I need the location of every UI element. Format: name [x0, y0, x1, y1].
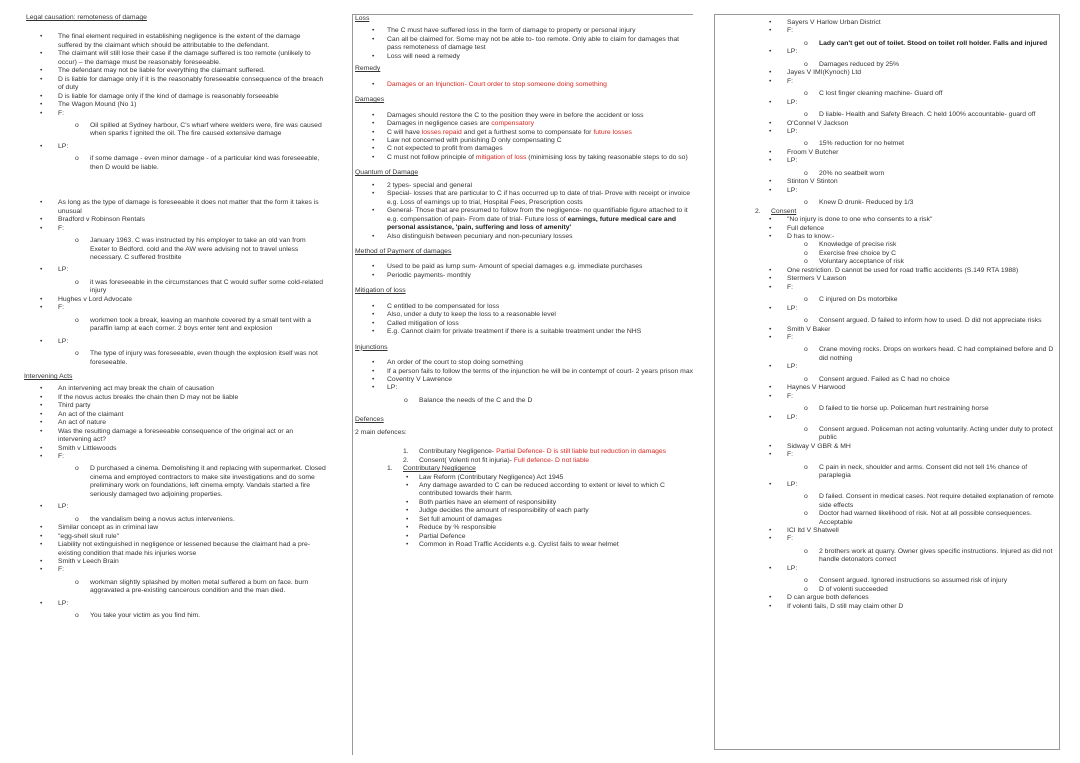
list-item: • General- Those that are presumed to follow from the negligence- no quantifiable figure attached to it e.g. compensation of pain- From date of trial- Future loss of earnings, future medical care and personal assistance, 'pain, suffering and loss of amenity' [372, 207, 688, 232]
list-item: • If volenti fails, D still may claim other D [769, 602, 904, 610]
legal-principle-label: • LP: [769, 157, 798, 165]
list-item: • As long as the type of damage is foreseeable it does not matter that the form it takes is unusual [40, 199, 319, 215]
list-item: • An order of the court to stop doing something [372, 359, 524, 367]
list-item: • Law Reform (Contributary Negligence) Act 1945 [406, 473, 564, 481]
legal-principle-label: • LP: [769, 363, 798, 371]
list-item: • Damages should restore the C to the position they were in before the accident or loss [372, 111, 644, 119]
list-item: • The C must have suffered loss in the form of damage to property or personal injury [372, 27, 636, 35]
facts-label: • F: [769, 27, 794, 35]
section-heading-damages: Damages [355, 96, 385, 104]
list-item: • Set full amount of damages [406, 515, 502, 523]
list-item: • An act of the claimant [40, 410, 124, 418]
facts-label: • F: [769, 535, 794, 543]
facts-label: • F: [769, 283, 794, 291]
list-item: • C not expected to profit from damages [372, 145, 503, 153]
list-item: • Partial Defence [406, 532, 466, 540]
case-name: • Stinton V Stinton [769, 178, 838, 186]
legal-principle-label: • LP: [40, 337, 69, 345]
case-facts: o Lady can't get out of toilet. Stood on toilet roll holder. Falls and injured [804, 39, 1048, 47]
legal-principle-label: • LP: [769, 564, 798, 572]
list-item: • Damages in negligence cases are compensatory [372, 120, 534, 128]
section-heading-intervening: Intervening Acts [24, 372, 73, 380]
section-heading-defences: Defences [355, 416, 384, 424]
list-item: • D is liable for damage only if it is the reasonably foreseeable consequence of the breach of duty [40, 75, 324, 92]
list-item: o Knowledge of precise risk [804, 241, 897, 249]
list-item: • 2 types- special and general [372, 181, 473, 189]
case-name: • O'Connel V Jackson [769, 119, 849, 127]
list-item: • If a person fails to follow the terms of the injunction he will be in contempt of court- 2 years prison max [372, 367, 694, 375]
defences-intro: 2 main defences: [355, 428, 407, 436]
subsection-heading: 2. Consent [755, 207, 797, 215]
legal-principle-label: • LP: [769, 127, 798, 135]
case-name: • Hughes v Lord Advocate [40, 295, 133, 303]
case-name: • Sidway V GBR & MH [769, 442, 851, 450]
list-item: • C will have losses repaid and get a furthest some to compensate for future losses [372, 128, 632, 136]
facts-label: • F: [769, 77, 794, 85]
list-item: • E.g. Cannot claim for private treatment if there is a suitable treatment under the NHS [372, 328, 642, 336]
list-item: • D has to know:- [769, 232, 835, 240]
list-item: • Common in Road Traffic Accidents e.g. Cyclist fails to wear helmet [406, 541, 619, 549]
legal-principle-label: • LP: [769, 98, 798, 106]
list-item: • Was the resulting damage a foreseeable consequence of the original act or an intervening act? [40, 427, 294, 444]
legal-principle: o Consent argued. Policeman not acting voluntarily. Acting under duty to protect public [804, 426, 1053, 442]
list-item: • Judge decides the amount of responsibility of each party [406, 507, 589, 515]
legal-principle: o The type of injury was foreseeable, even though the explosion itself was not foreseeable. [75, 350, 318, 366]
legal-principle: o D of volenti succeeded [804, 585, 888, 593]
list-item: • The final element required in establishing negligence is the extent of the damage suffered by the claimant which should be attributable to the defendant. [40, 33, 301, 49]
list-item: • Similar concept as in criminal law [40, 524, 159, 532]
section-heading-method: Method of Payment of damages [355, 247, 452, 255]
section-heading-mitigation: Mitigation of loss [355, 287, 406, 295]
legal-principle: o it was foreseeable in the circumstances that C would suffer some cold-related injury [75, 278, 323, 295]
legal-principle: o Knew D drunk- Reduced by 1/3 [804, 199, 914, 207]
list-item: • Loss will need a remedy [372, 52, 460, 60]
subsection-heading: 1. Contributary Negligence [387, 465, 476, 473]
list-item: o Voluntary acceptance of risk [804, 258, 905, 266]
section-heading-loss: Loss [355, 15, 370, 22]
list-item: • Used to be paid as lump sum- Amount of special damages e.g. immediate purchases [372, 263, 643, 271]
facts-label: • F: [40, 304, 65, 312]
facts-label: • F: [769, 392, 794, 400]
legal-principle: o Balance the needs of the C and the D [404, 396, 533, 404]
facts-label: • F: [40, 453, 65, 461]
list-item: 1. Contributary Negligence- Partial Defence- D is still liable but reduction in damages [403, 448, 667, 456]
section-heading-quantum: Quantum of Damage [355, 169, 419, 177]
list-item: • Can all be claimed for. Some may not be able to- too remote. Only able to claim for damages that pass remoteness of damage test [372, 35, 680, 52]
facts-label: • F: [40, 109, 65, 117]
list-item: • An act of nature [40, 419, 106, 427]
legal-principle: o Doctor had warned likelihood of risk. Not at all possible consequences. Acceptable [804, 510, 1032, 526]
list-item: • C must not follow principle of mitigation of loss (minimising loss by taking reasonable steps to do so) [372, 153, 688, 161]
facts-label: • F: [769, 333, 794, 341]
list-item: • Reduce by % responsible [406, 524, 497, 532]
list-item: • An intervening act may break the chain of causation [40, 385, 215, 393]
legal-principle-label: • LP: [372, 384, 398, 392]
list-item: • "egg-shell skull rule" [40, 532, 120, 540]
case-name: • The Wagon Mound (No 1) [40, 101, 137, 109]
case-name: • Bradford v Robinson Rentals [40, 216, 145, 224]
list-item: • Periodic payments- monthly [372, 271, 471, 279]
column-remedies [352, 14, 693, 755]
list-item: • Third party [40, 402, 91, 410]
case-name: • Froom V Butcher [769, 148, 839, 156]
case-name: • Jayes V IMI(Kynoch) Ltd [769, 69, 862, 77]
case-facts: o D purchased a cinema. Demolishing it and replacing with supermarket. Closed cinema and employed contractors to make site investigations and do some preliminary work on foundations, left cinema empty. Vandals started a fire seriously damaged two adjoining properties. [75, 465, 326, 498]
case-facts: o workman slightly splashed by molten metal suffered a burn on face. burn aggravated a pre-existing cancerous condition and the man died. [75, 578, 309, 595]
legal-principle-label: • LP: [769, 413, 798, 421]
legal-principle-label: • LP: [769, 480, 798, 488]
case-facts: o Crane moving rocks. Drops on workers head. C had complained before and D did nothing [804, 346, 1054, 362]
column-remoteness [26, 14, 326, 621]
case-facts: o C pain in neck, shoulder and arms. Consent did not tell 1% chance of paraplegia [804, 463, 1028, 480]
list-item: • Any damage awarded to C can be reduced according to extent or level to which C contributed towards their harm. [406, 482, 665, 498]
section-heading-injunctions: Injunctions [355, 343, 388, 351]
case-name: • Smith v Littlewoods [40, 444, 117, 452]
facts-label: • F: [40, 566, 65, 574]
legal-principle-label: • LP: [40, 266, 69, 274]
legal-principle: o the vandalism being a novus actus interveniens. [75, 515, 235, 523]
legal-principle-label: • LP: [40, 503, 69, 511]
list-item: • The defendant may not be liable for everything the claimant suffered. [40, 67, 265, 75]
list-item: • "No injury is done to one who consents to a risk" [769, 216, 933, 224]
case-facts: o Oil spilled at Sydney harbour, C's wharf where welders were, fire was caused when sparks f ignited the oil. The fire caused extensive damage [75, 121, 322, 138]
case-name: • Coventry V Lawrence [372, 375, 452, 383]
list-item: • Also distinguish between pecuniary and non-pecuniary losses [372, 232, 573, 240]
case-name: • Haynes V Harwood [769, 384, 846, 392]
legal-principle: o D liable- Health and Safety Breach. C held 100% accountable- guard off [804, 111, 1036, 119]
list-item: • C entitled to be compensated for loss [372, 302, 500, 310]
list-item: • Law not concerned with punishing D only compensating C [372, 136, 562, 144]
list-item: • Both parties have an element of responsibility [406, 498, 557, 506]
case-name: • Smith v Leech Brain [40, 558, 119, 566]
list-item: o Exercise free choice by C [804, 249, 897, 257]
list-item: • Also, under a duty to keep the loss to a reasonable level [372, 311, 556, 319]
list-item: 2. Consent( Volenti not fit injuria)- Full defence- D not liable [403, 456, 590, 464]
case-name: • Sayers V Harlow Urban District [769, 19, 881, 26]
case-name: • Smith V Baker [769, 325, 831, 333]
legal-principle-label: • LP: [769, 304, 798, 312]
legal-principle: o Consent argued. Ignored instructions so assumed risk of injury [804, 577, 1008, 585]
legal-principle: o D failed. Consent in medical cases. Not require detailed explanation of remote side effects [804, 493, 1054, 509]
list-item: • One restriction. D cannot be used for road traffic accidents (S.149 RTA 1988) [769, 266, 1019, 274]
list-item: • If the novus actus breaks the chain then D may not be liable [40, 393, 239, 401]
case-name: • ICI ltd V Shatwell [769, 527, 839, 535]
section-heading-remoteness: Legal causation: remoteness of damage [26, 14, 147, 21]
list-item: • Called mitigation of loss [372, 319, 459, 327]
case-facts: o January 1963. C was instructed by his employer to take an old van from Exeter to Bedford. cold and the AW were advising not to travel unless necessary. C suffered frostbite [75, 237, 306, 261]
case-name: • Stermers V Lawson [769, 275, 847, 283]
section-heading-remedy: Remedy [355, 65, 381, 73]
list-item: • Special- losses that are particular to C if has occurred up to date of trial- Prove with receipt or invoice e.g. Loss of earnings up to trial, Hospital Fees, Prescription costs [372, 190, 690, 206]
legal-principle-label: • LP: [40, 142, 69, 150]
legal-principle-label: • LP: [769, 48, 798, 56]
legal-principle: o Damages reduced by 25% [804, 60, 900, 68]
list-item: • D can argue both defences [769, 594, 869, 602]
case-facts: o workmen took a break, leaving an manhole covered by a small tent with a paraffin lamp at each corner. 2 boys enter tent and explosion [75, 316, 312, 333]
legal-principle: o 15% reduction for no helmet [804, 140, 905, 148]
legal-principle-label: • LP: [769, 186, 798, 194]
case-facts: o C lost finger cleaning machine- Guard off [804, 90, 943, 98]
legal-principle: o 20% no seatbelt worn [804, 169, 885, 177]
legal-principle: o if some damage - even minor damage - of a particular kind was foreseeable, then D would be liable. [75, 155, 320, 171]
case-facts: o D failed to tie horse up. Policeman hurt restraining horse [804, 405, 989, 413]
legal-principle: o You take your victim as you find him. [75, 612, 201, 620]
list-item: • D is liable for damage only if the kind of damage is reasonably forseeable [40, 92, 279, 100]
facts-label: • F: [769, 451, 794, 459]
list-item: • Damages or an Injunction- Court order to stop someone doing something [372, 80, 607, 88]
list-item: • Liability not extinguished in negligence or lessened because the claimant had a pre-existing condition that made his injuries worse [40, 541, 311, 557]
legal-principle-label: • LP: [40, 599, 69, 607]
case-facts: o C injured on Ds motorbike [804, 296, 898, 304]
list-item: • The claimant will still lose their case if the damage suffered is too remote (unlikely to occur) – the damage must be reasonably foreseeable. [40, 50, 311, 66]
legal-principle: o Consent argued. Failed as C had no choice [804, 375, 950, 383]
legal-principle: o Consent argued. D failed to inform how to used. D did not appreciate risks [804, 317, 1042, 325]
list-item: • Full defence [769, 224, 825, 232]
column-cases [714, 14, 1060, 750]
case-facts: o 2 brothers work at quarry. Owner gives specific instructions. Injured as did not handle detonators correct [804, 547, 1053, 564]
facts-label: • F: [40, 224, 65, 232]
